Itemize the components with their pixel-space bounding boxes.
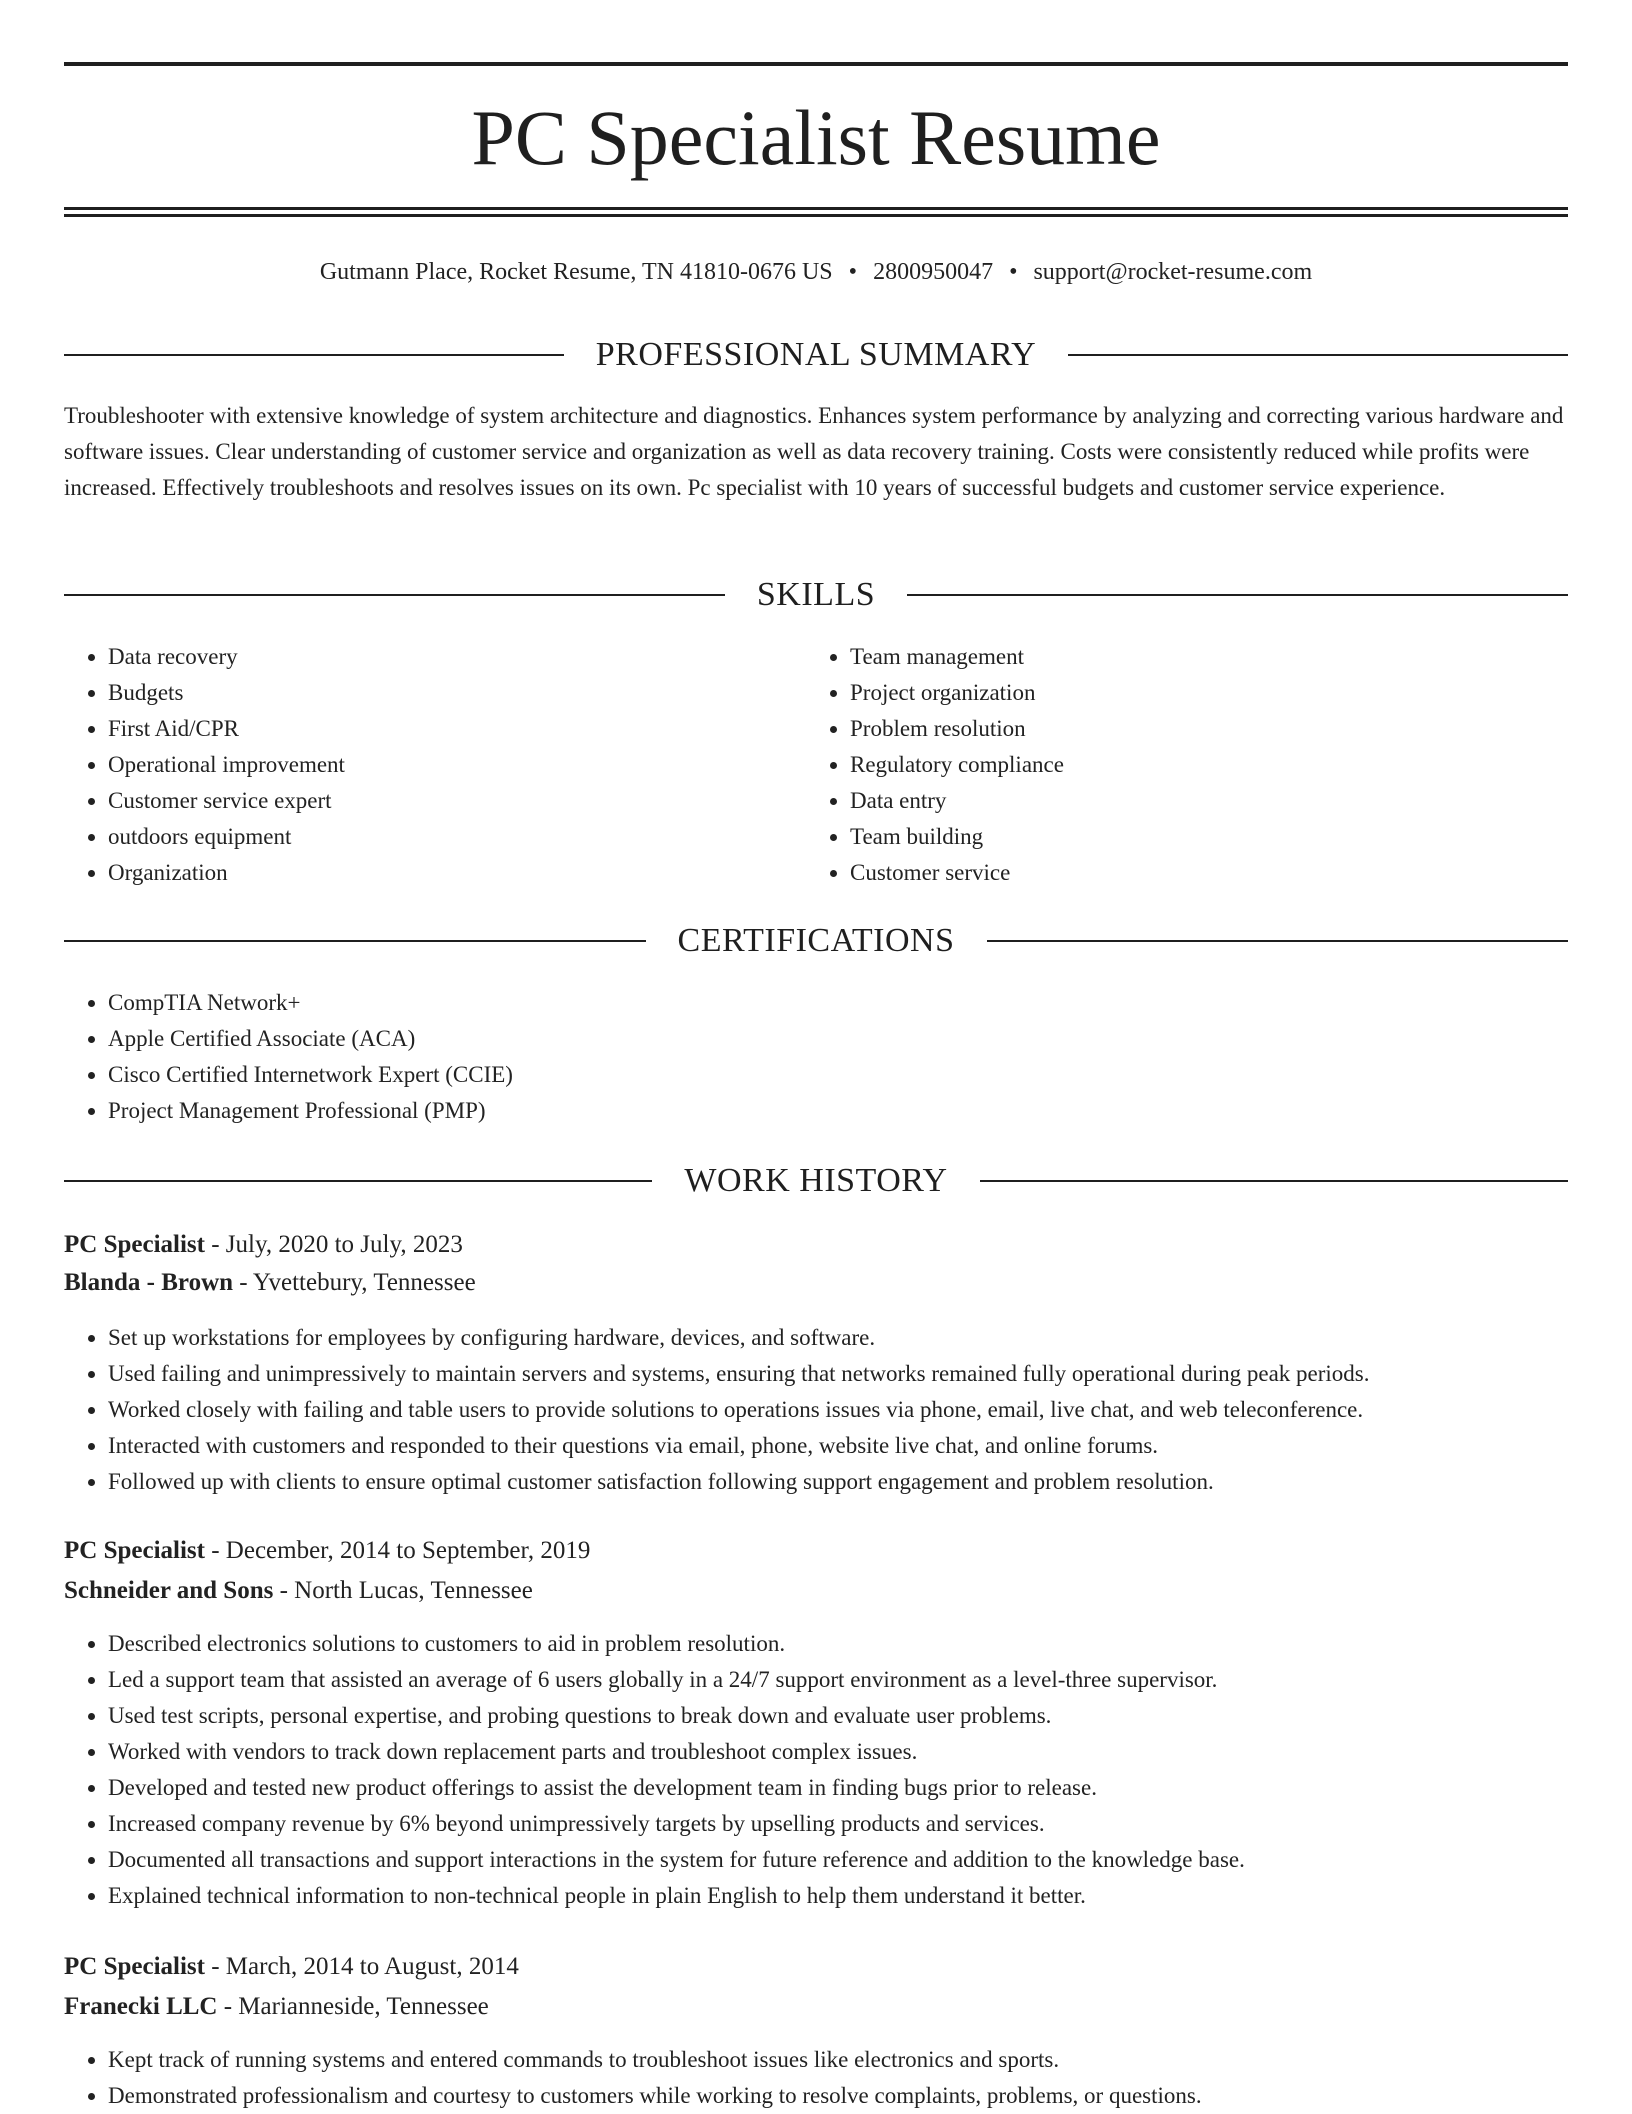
skill-item: • First Aid/CPR xyxy=(108,711,808,747)
job-title: PC Specialist xyxy=(64,1537,205,1564)
job-location: - North Lucas, Tennessee xyxy=(273,1577,533,1604)
job-duty: • Increased company revenue by 6% beyond unimpressively targets by upselling products and services. xyxy=(108,1806,1588,1842)
title-underline-2 xyxy=(64,214,1568,217)
job-title-line xyxy=(64,1947,1568,1987)
skills-list-right xyxy=(806,639,1550,891)
job-duty: • Demonstrated professionalism and courtesy to customers while working to resolve complaints, problems, or questions. xyxy=(108,2078,1588,2114)
job-duty: • Kept track of running systems and entered commands to troubleshoot issues like electronics and sports. xyxy=(108,2042,1588,2078)
heading-rule-left xyxy=(64,354,564,356)
job-duty: • Developed and tested new product offerings to assist the development team in finding bugs prior to release. xyxy=(108,1770,1588,1806)
heading-rule-left xyxy=(64,940,646,942)
job-company-line xyxy=(64,1571,1568,1611)
job-title-line xyxy=(64,1225,1568,1265)
job-title-line xyxy=(64,1531,1568,1571)
certifications-heading xyxy=(64,916,1568,966)
title-underline-1 xyxy=(64,207,1568,210)
skill-item: • Data recovery xyxy=(108,639,808,675)
job-duty: • Worked with vendors to track down replacement parts and troubleshoot complex issues. xyxy=(108,1734,1588,1770)
job-duty: • Used test scripts, personal expertise, and probing questions to break down and evaluate user problems. xyxy=(108,1698,1588,1734)
skill-item: • Regulatory compliance xyxy=(850,747,1550,783)
skill-item: • Organization xyxy=(108,855,808,891)
skills-heading-text: SKILLS xyxy=(756,576,876,613)
certification-item: • Project Management Professional (PMP) xyxy=(108,1093,1508,1129)
job-duty: • Explained technical information to non-technical people in plain English to help them understand it better. xyxy=(108,1878,1588,1914)
skill-item: • Problem resolution xyxy=(850,711,1550,747)
job-location: - Yvettebury, Tennessee xyxy=(233,1269,476,1296)
heading-rule-right xyxy=(987,940,1569,942)
contact-phone: 2800950047 xyxy=(873,259,994,285)
job-company: Schneider and Sons xyxy=(64,1577,274,1604)
job-company-line xyxy=(64,1987,1568,2027)
heading-rule-left xyxy=(64,1180,652,1182)
job-dates: - March, 2014 to August, 2014 xyxy=(204,1953,519,1980)
contact-email: support@rocket-resume.com xyxy=(1033,259,1313,285)
job-duty: • Followed up with clients to ensure optimal customer satisfaction following support engagement and problem resolution. xyxy=(108,1464,1588,1500)
job-company: Franecki LLC xyxy=(64,1993,218,2020)
work-history-heading xyxy=(64,1156,1568,1206)
work-history-heading-text: WORK HISTORY xyxy=(684,1162,948,1199)
job-duty: • Set up workstations for employees by configuring hardware, devices, and software. xyxy=(108,1320,1588,1356)
job-duty: • Described electronics solutions to customers to aid in problem resolution. xyxy=(108,1626,1588,1662)
job-company-line xyxy=(64,1263,1568,1303)
job-duty: • Interacted with customers and responded to their questions via email, phone, website live chat, and online forums. xyxy=(108,1428,1588,1464)
skills-heading xyxy=(64,570,1568,620)
job-title: PC Specialist xyxy=(64,1953,205,1980)
job-location: - Marianneside, Tennessee xyxy=(217,1993,489,2020)
job-duty: • Documented all transactions and support interactions in the system for future reference and addition to the knowledge base. xyxy=(108,1842,1588,1878)
skill-item: • Project organization xyxy=(850,675,1550,711)
job-duty: • Worked closely with failing and table users to provide solutions to operations issues via phone, email, live chat, and web teleconference. xyxy=(108,1392,1588,1428)
contact-line xyxy=(64,252,1568,292)
skill-item: • Team management xyxy=(850,639,1550,675)
heading-rule-right xyxy=(907,594,1568,596)
heading-rule-right xyxy=(1068,354,1568,356)
summary-heading-text: PROFESSIONAL SUMMARY xyxy=(595,336,1037,373)
skill-item: • Budgets xyxy=(108,675,808,711)
contact-separator: • xyxy=(1009,259,1018,285)
contact-address: Gutmann Place, Rocket Resume, TN 41810-0676 US xyxy=(319,259,833,285)
top-rule xyxy=(64,62,1568,66)
job-dates: - December, 2014 to September, 2019 xyxy=(204,1537,591,1564)
heading-rule-right xyxy=(980,1180,1568,1182)
certifications-list xyxy=(64,985,1508,1129)
job-duty: • Led a support team that assisted an average of 6 users globally in a 24/7 support environment as a level-three supervisor. xyxy=(108,1662,1588,1698)
skill-item: • Customer service xyxy=(850,855,1550,891)
job-company: Blanda - Brown xyxy=(64,1269,234,1296)
job-duties-list xyxy=(64,1320,1588,1500)
certifications-heading-text: CERTIFICATIONS xyxy=(677,922,955,959)
skill-item: • Operational improvement xyxy=(108,747,808,783)
job-duties-list xyxy=(64,1626,1588,1914)
skill-item: • Team building xyxy=(850,819,1550,855)
job-duties-list xyxy=(64,2042,1588,2114)
heading-rule-left xyxy=(64,594,725,596)
skill-item: • Data entry xyxy=(850,783,1550,819)
job-dates: - July, 2020 to July, 2023 xyxy=(204,1231,463,1258)
summary-text: Troubleshooter with extensive knowledge of system architecture and diagnostics. Enhances system performance by analyzing and correcting various hardware and software issues. Clear understanding of customer service and organization as well as data recovery training. Costs were consistently reduced while profits were increased. Effectively troubleshoots and resolves issues on its own. Pc specialist with 10 years of successful budgets and customer service experience. xyxy=(64,403,1564,500)
certification-item: • Cisco Certified Internetwork Expert (CCIE) xyxy=(108,1057,1508,1093)
certification-item: • CompTIA Network+ xyxy=(108,985,1508,1021)
job-title: PC Specialist xyxy=(64,1231,205,1258)
contact-separator: • xyxy=(848,259,858,285)
certification-item: • Apple Certified Associate (ACA) xyxy=(108,1021,1508,1057)
skill-item: • Customer service expert xyxy=(108,783,808,819)
job-duty: • Used failing and unimpressively to maintain servers and systems, ensuring that networks remained fully operational during peak periods. xyxy=(108,1356,1588,1392)
skills-list-left xyxy=(64,639,808,891)
skill-item: • outdoors equipment xyxy=(108,819,808,855)
page-title: PC Specialist Resume xyxy=(471,94,1161,181)
summary-heading xyxy=(64,330,1568,380)
